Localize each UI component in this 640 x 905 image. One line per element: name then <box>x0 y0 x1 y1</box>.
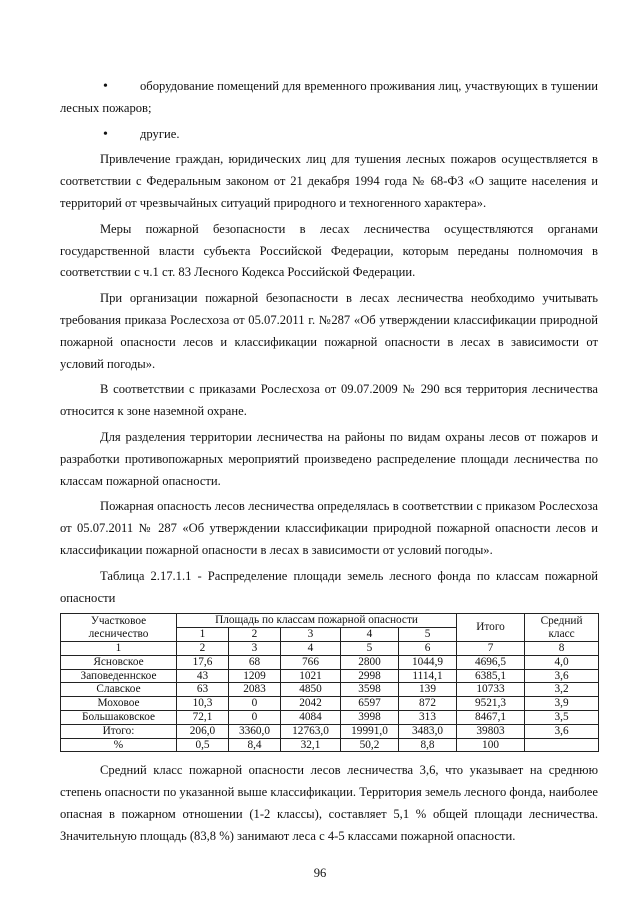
cell-forestry: Моховое <box>61 697 177 711</box>
cell: 12763,0 <box>281 724 341 738</box>
table-row <box>61 710 599 724</box>
bullet-marker: • <box>103 79 108 94</box>
cell: 139 <box>399 683 457 697</box>
cell: 3483,0 <box>399 724 457 738</box>
table-row <box>61 683 599 697</box>
table-row <box>61 669 599 683</box>
bullet-marker: • <box>103 126 108 142</box>
cell: 0,5 <box>177 738 229 752</box>
cell-average: 4,0 <box>525 655 599 669</box>
header-class: 5 <box>399 628 457 642</box>
bullet-item <box>60 76 598 120</box>
cell-forestry: Большаковское <box>61 710 177 724</box>
table-row <box>61 697 599 711</box>
cell-forestry: Ясновское <box>61 655 177 669</box>
cell: 3598 <box>341 683 399 697</box>
cell: 3998 <box>341 710 399 724</box>
paragraph: Меры пожарной безопасности в лесах лесничества осуществляются органами государственной власти субъекта Российской Федерации, которым переданы полномочия в соответствии с ч.1 ст. 83 Лесного Кодекса Российской Федерации. <box>60 221 598 280</box>
index-cell: 7 <box>457 641 525 655</box>
index-cell: 3 <box>229 641 281 655</box>
bullet-text: другие. <box>140 126 180 141</box>
header-class: 1 <box>177 628 229 642</box>
cell-average <box>525 738 599 752</box>
table-index-row <box>61 641 599 655</box>
paragraph: Привлечение граждан, юридических лиц для тушения лесных пожаров осуществляется в соответствии с Федеральным законом от 21 декабря 1994 года № 68-ФЗ «О защите населения и территорий от чрезвычайных ситуаций природного и техногенного характера». <box>60 152 598 210</box>
cell: 8,4 <box>229 738 281 752</box>
cell: 10,3 <box>177 697 229 711</box>
cell: 1021 <box>281 669 341 683</box>
table-caption: Таблица 2.17.1.1 - Распределение площади земель лесного фонда по классам пожарной опасности <box>60 568 598 605</box>
document-page <box>60 76 598 851</box>
cell-total: 8467,1 <box>457 710 525 724</box>
cell: 2800 <box>341 655 399 669</box>
cell: 2998 <box>341 669 399 683</box>
cell: 766 <box>281 655 341 669</box>
bullet-item <box>60 124 598 146</box>
cell: 63 <box>177 683 229 697</box>
table-header-row <box>61 614 599 628</box>
cell: 1209 <box>229 669 281 683</box>
index-cell: 4 <box>281 641 341 655</box>
paragraph: Средний класс пожарной опасности лесов лесничества 3,6, что указывает на среднюю степень опасности по указанной выше классификации. Территория земель лесного фонда, наиболее опасная в пожарном отношении (1-2 классы), составляет 5,1 % общей площади лесничества. Значительную площадь (83,8 %) занимают леса с 4-5 классами пожарной опасности. <box>60 763 598 843</box>
cell: 32,1 <box>281 738 341 752</box>
cell-total: 100 <box>457 738 525 752</box>
table-total-row <box>61 724 599 738</box>
index-cell: 2 <box>177 641 229 655</box>
cell: 313 <box>399 710 457 724</box>
cell: 872 <box>399 697 457 711</box>
index-cell: 1 <box>61 641 177 655</box>
cell-average: 3,5 <box>525 710 599 724</box>
cell: 8,8 <box>399 738 457 752</box>
cell: 0 <box>229 697 281 711</box>
table-row <box>61 655 599 669</box>
paragraph: При организации пожарной безопасности в лесах лесничества необходимо учитывать требования приказа Рослесхоза от 05.07.2011 г. №287 «Об утверждении классификации природной пожарной опасности лесов и классификации пожарной опасности в лесах в зависимости от условий погоды». <box>60 291 598 371</box>
cell-total: 4696,5 <box>457 655 525 669</box>
cell: 6597 <box>341 697 399 711</box>
fire-hazard-table <box>60 613 599 752</box>
paragraph: В соответствии с приказами Рослесхоза от 09.07.2009 № 290 вся территория лесничества относится к зоне наземной охране. <box>60 382 598 419</box>
header-class: 2 <box>229 628 281 642</box>
cell: 50,2 <box>341 738 399 752</box>
header-class: 4 <box>341 628 399 642</box>
index-cell: 8 <box>525 641 599 655</box>
cell-forestry: Славское <box>61 683 177 697</box>
header-class: 3 <box>281 628 341 642</box>
paragraph: Пожарная опасность лесов лесничества определялась в соответствии с приказом Рослесхоза от 05.07.2011 № 287 «Об утверждении классификации природной пожарной опасности лесов и классификации пожарной опасности в лесах в зависимости от условий погоды». <box>60 499 598 557</box>
header-average-class: Средний класс <box>525 614 599 642</box>
cell: 1044,9 <box>399 655 457 669</box>
cell-total: 10733 <box>457 683 525 697</box>
cell: 19991,0 <box>341 724 399 738</box>
cell-total: 6385,1 <box>457 669 525 683</box>
paragraph: Для разделения территории лесничества на районы по видам охраны лесов от пожаров и разработки противопожарных мероприятий произведено распределение площади лесничества по классам пожарной опасности. <box>60 429 598 488</box>
cell-average: 3,9 <box>525 697 599 711</box>
cell-average: 3,6 <box>525 724 599 738</box>
cell-forestry: Итого: <box>61 724 177 738</box>
header-area-by-class: Площадь по классам пожарной опасности <box>177 614 457 628</box>
table-percent-row <box>61 738 599 752</box>
cell: 43 <box>177 669 229 683</box>
cell: 2042 <box>281 697 341 711</box>
cell: 4850 <box>281 683 341 697</box>
header-total: Итого <box>457 614 525 642</box>
index-cell: 6 <box>399 641 457 655</box>
cell: 3360,0 <box>229 724 281 738</box>
cell: 2083 <box>229 683 281 697</box>
cell: 206,0 <box>177 724 229 738</box>
cell-forestry: % <box>61 738 177 752</box>
cell-forestry: Заповеденнское <box>61 669 177 683</box>
bullet-text: оборудование помещений для временного проживания лиц, участвующих в тушении лесных пожаров; <box>60 79 598 115</box>
cell-average: 3,6 <box>525 669 599 683</box>
cell: 72,1 <box>177 710 229 724</box>
header-forestry: Участковое лесничество <box>61 614 177 642</box>
cell-total: 39803 <box>457 724 525 738</box>
page-number: 96 <box>313 866 327 880</box>
index-cell: 5 <box>341 641 399 655</box>
cell: 17,6 <box>177 655 229 669</box>
cell: 1114,1 <box>399 669 457 683</box>
cell-average: 3,2 <box>525 683 599 697</box>
cell: 0 <box>229 710 281 724</box>
cell: 68 <box>229 655 281 669</box>
cell-total: 9521,3 <box>457 697 525 711</box>
cell: 4084 <box>281 710 341 724</box>
